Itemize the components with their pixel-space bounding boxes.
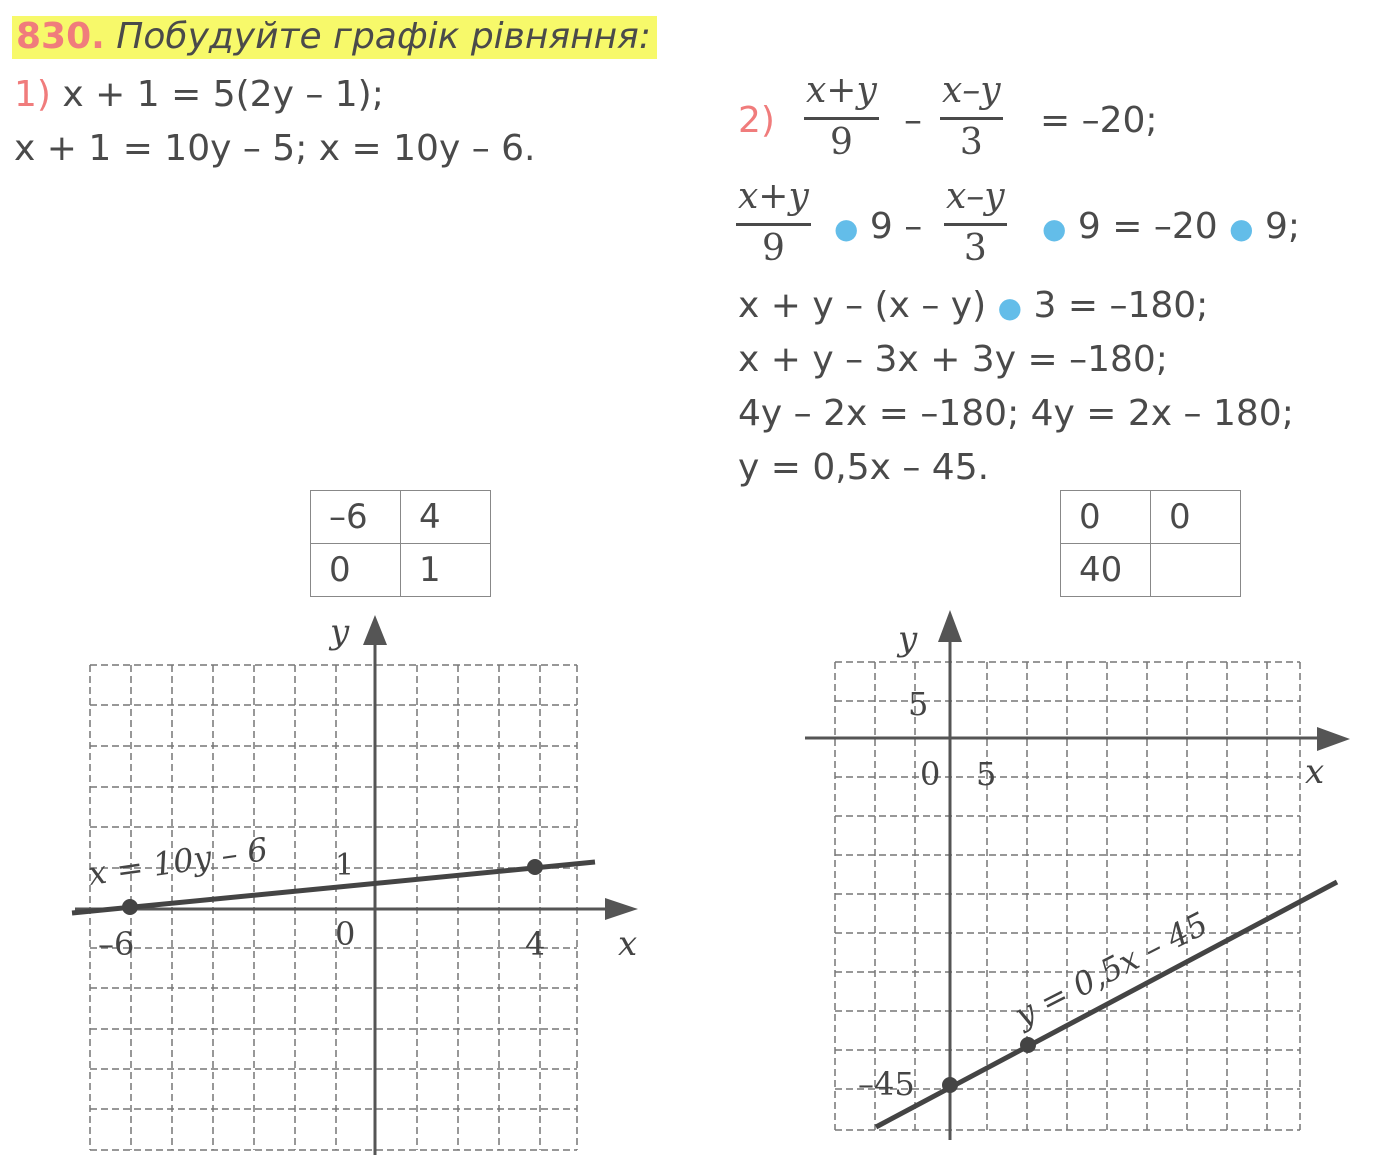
part2-line2-end — [1042, 206, 1300, 247]
part2-label: 2) — [738, 100, 775, 141]
graph1-y-label: y — [330, 612, 350, 652]
part1-equation: x + 1 = 5(2y – 1); — [62, 74, 384, 115]
part2-frac2 — [940, 70, 1003, 163]
multiply-dot-icon: ● — [997, 291, 1023, 324]
multiply-dot-icon: ● — [1042, 212, 1067, 245]
part2-frac1 — [804, 70, 879, 163]
graph2-tick-neg: –45 — [858, 1065, 915, 1103]
multiply-dot-icon: ● — [1229, 212, 1254, 245]
graph2-equation: y = 0,5x – 45 — [1008, 904, 1214, 1035]
part1-table — [310, 490, 491, 597]
fraction-numerator: x–y — [944, 176, 1007, 226]
task-number: 830. — [16, 16, 105, 57]
table-cell: 40 — [1061, 544, 1151, 597]
graph1-x-label: x — [618, 924, 638, 964]
part2-line2-t2: 9 = –20 — [1077, 206, 1218, 247]
part2-line5: 4y – 2x = –180; 4y = 2x – 180; — [738, 393, 1294, 434]
part2-line2-frac1 — [736, 176, 811, 269]
task-title: Побудуйте графік рівняння: — [116, 16, 651, 57]
graph2-tick-y: 5 — [908, 685, 929, 723]
table-row — [1061, 491, 1241, 544]
part2-table — [1060, 490, 1241, 597]
task-header — [12, 16, 657, 57]
fraction-denominator: 9 — [761, 228, 785, 269]
part2-eq1-rhs: = –20; — [1040, 100, 1158, 141]
graph2-tick-x: 5 — [976, 755, 997, 793]
fraction-denominator: 9 — [829, 122, 853, 163]
table-row — [1061, 544, 1241, 597]
part2-line2-t1: 9 – — [869, 206, 923, 247]
part2-line2-t3: 9; — [1265, 206, 1301, 247]
table-row — [311, 544, 491, 597]
part2-graph — [800, 605, 1360, 1150]
graph1-tick-pos: 4 — [525, 925, 546, 963]
part1-label: 1) — [14, 74, 51, 115]
part1-graph — [60, 605, 660, 1160]
fraction-numerator: x+y — [736, 176, 811, 226]
graph2-x-label: x — [1305, 752, 1325, 792]
part2-line6: y = 0,5x – 45. — [738, 447, 990, 488]
graph2-y-label: y — [898, 619, 918, 659]
fraction-numerator: x+y — [804, 70, 879, 120]
multiply-dot-icon: ● — [834, 212, 859, 245]
part1-line2: x + 1 = 10y – 5; x = 10y – 6. — [14, 128, 536, 169]
graph1-tick-neg: –6 — [98, 925, 135, 963]
part2-line2-mid — [834, 206, 922, 247]
table-cell — [1151, 544, 1241, 597]
graph2-origin: 0 — [920, 755, 941, 793]
part2-line3 — [738, 285, 1208, 326]
table-cell: 1 — [401, 544, 491, 597]
table-cell: 0 — [1151, 491, 1241, 544]
x-axis-arrow-icon — [1317, 727, 1350, 751]
y-axis-arrow-icon — [363, 615, 387, 645]
graph1-tick-y: 1 — [335, 848, 355, 883]
minus-sign: – — [904, 100, 922, 141]
table-cell: 0 — [311, 544, 401, 597]
table-row — [311, 491, 491, 544]
part2-line3a: x + y – (x – y) — [738, 285, 987, 326]
part2-line2-frac2 — [944, 176, 1007, 269]
part1-line1 — [14, 74, 384, 115]
fraction-denominator: 3 — [963, 228, 987, 269]
fraction-denominator: 3 — [959, 122, 983, 163]
table-cell: 0 — [1061, 491, 1151, 544]
graph1-equation: x = 10y – 6 — [85, 830, 271, 893]
fraction-numerator: x–y — [940, 70, 1003, 120]
table-cell: –6 — [311, 491, 401, 544]
part2-line3b: 3 = –180; — [1033, 285, 1209, 326]
graph1-origin: 0 — [335, 915, 356, 953]
table-cell: 4 — [401, 491, 491, 544]
y-axis-arrow-icon — [938, 610, 962, 642]
part2-line4: x + y – 3x + 3y = –180; — [738, 339, 1168, 380]
x-axis-arrow-icon — [605, 898, 638, 920]
